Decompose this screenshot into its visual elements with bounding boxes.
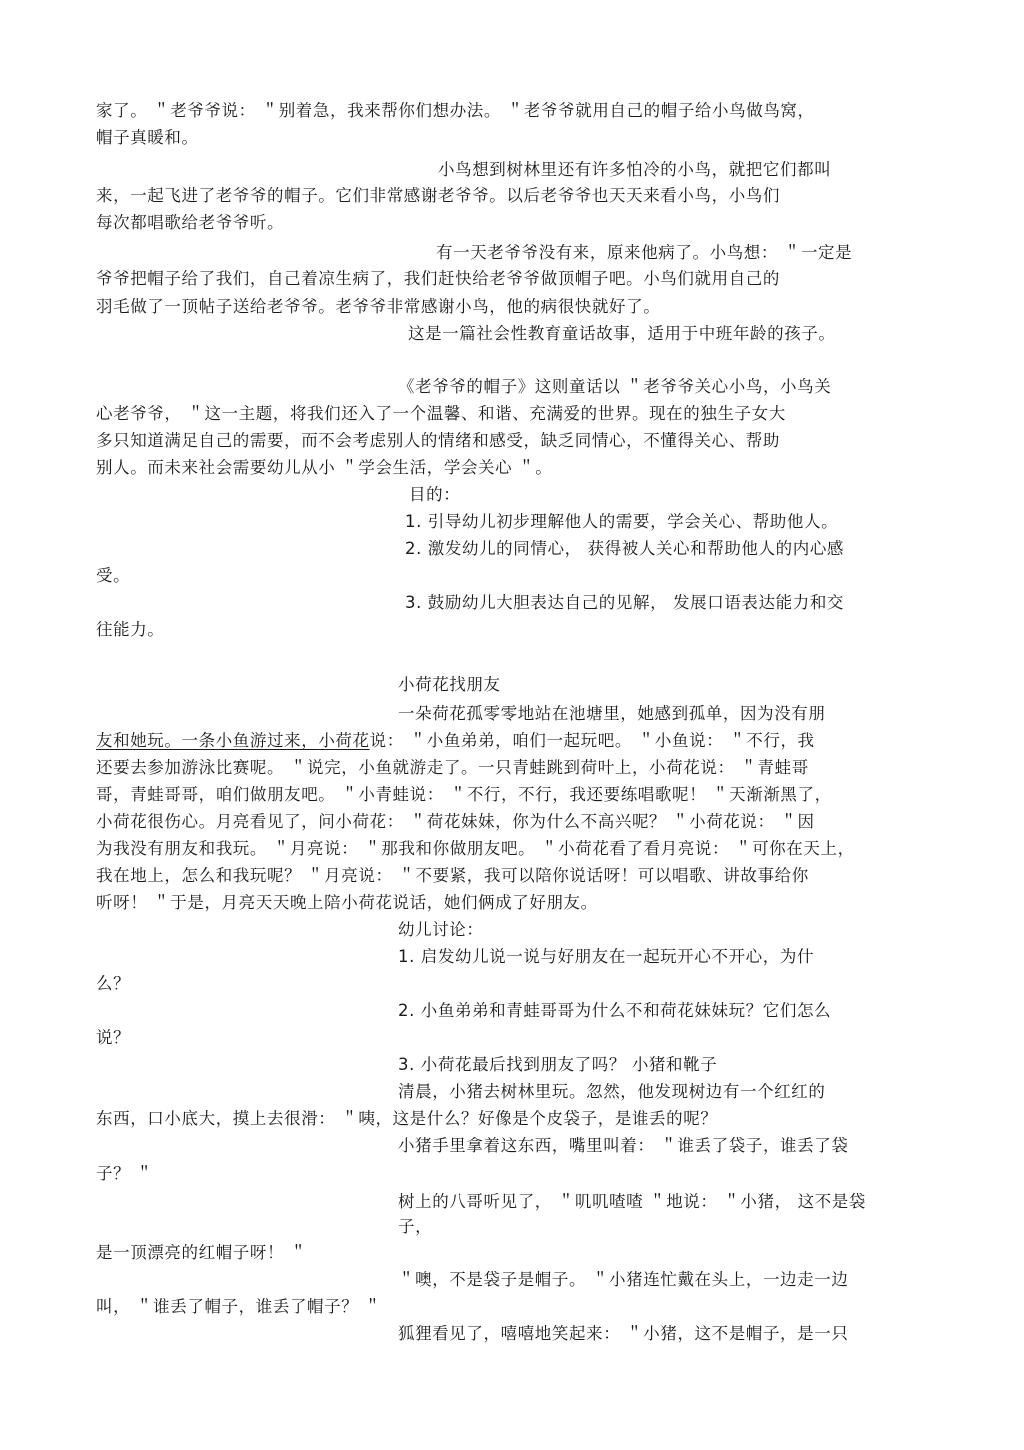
- underlined-phrase: 小荷花: [318, 731, 370, 750]
- text-line: 清晨，小猪去树林里玩。忽然，他发现树边有一个红红的: [398, 1082, 826, 1101]
- text-line: 心老爷爷， ＂这一主题，将我们还入了一个温馨、和谐、充满爱的世界。现在的独生子女大: [96, 404, 786, 423]
- text-line: 叫， ＂谁丢了帽子，谁丢了帽子？ ＂: [96, 1297, 382, 1316]
- text-line: 多只知道满足自己的需要，而不会考虑别人的情绪和感受，缺乏同情心，不懂得关心、帮助: [96, 431, 780, 450]
- story-title: 小荷花找朋友: [398, 675, 501, 694]
- text-line: 为我没有朋友和我玩。 ＂月亮说： ＂那我和你做朋友吧。 ＂小荷花看了看月亮说： ＂可你在天上，: [96, 839, 855, 858]
- text-line: 一朵荷花孤零零地站在池塘里，她感到孤单，因为没有朋: [398, 704, 826, 723]
- text-line: 有一天老爷爷没有来，原来他病了。小鸟想： ＂一定是: [436, 243, 853, 262]
- text-line: 羽毛做了一顶帖子送给老爷爷。老爷爷非常感谢小鸟，他的病很快就好了。: [96, 297, 661, 316]
- list-item: 3. 小荷花最后找到朋友了吗？ 小猪和靴子: [398, 1055, 718, 1074]
- text-line: 这是一篇社会性教育童话故事，适用于中班年龄的孩子。: [408, 324, 836, 343]
- text-line: 受。: [96, 566, 131, 585]
- text-line: 还要去参加游泳比赛呢。 ＂说完，小鱼就游走了。一只青蛙跳到荷叶上，小荷花说： ＂青蛙哥: [96, 758, 809, 777]
- underlined-phrase: 一条小鱼游过来，: [181, 731, 319, 750]
- text-line: 子，: [398, 1217, 433, 1236]
- text-line: 说？: [96, 1028, 131, 1047]
- text-line: 是一顶漂亮的红帽子呀！ ＂: [96, 1243, 308, 1262]
- text-line: 树上的八哥听见了， ＂叽叽喳喳 ＂地说： ＂小猪， 这不是袋: [398, 1192, 866, 1211]
- text-line: 子？ ＂: [96, 1164, 154, 1183]
- underlined-phrase: 友和她玩。: [96, 731, 182, 750]
- list-item: 2. 小鱼弟弟和青蛙哥哥为什么不和荷花妹妹玩？它们怎么: [398, 1001, 832, 1020]
- text-line: 《老爷爷的帽子》这则童话以 ＂老爷爷关心小鸟，小鸟关: [398, 377, 832, 396]
- list-item: 1. 启发幼儿说一说与好朋友在一起玩开心不开心，为什: [398, 947, 815, 966]
- text-line: 我在地上，怎么和我玩呢？ ＂月亮说： ＂不要紧，我可以陪你说话呀！可以唱歌、讲故事给你: [96, 866, 809, 885]
- text-line: 狐狸看见了，嘻嘻地笑起来： ＂小猪，这不是帽子，是一只: [398, 1324, 849, 1343]
- text-line: 哥，青蛙哥哥，咱们做朋友吧。 ＂小青蛙说： ＂不行，不行，我还要练唱歌呢！ ＂天渐渐黑了，: [96, 785, 832, 804]
- text-line: ＂噢，不是袋子是帽子。 ＂小猪连忙戴在头上，一边走一边: [398, 1270, 849, 1289]
- list-item: 1. 引导幼儿初步理解他人的需要，学会关心、帮助他人。: [405, 512, 839, 531]
- text-line: 东西，口小底大，摸上去很滑： ＂咦，这是什么？好像是个皮袋子，是谁丢的呢？: [96, 1109, 718, 1128]
- text-line-underlined: [96, 730, 815, 752]
- line-remainder: 说： ＂小鱼弟弟，咱们一起玩吧。 ＂小鱼说： ＂不行，我: [369, 731, 815, 750]
- text-line: 别人。而未来社会需要幼儿从小 ＂学会生活，学会关心 ＂。: [96, 458, 553, 477]
- text-line: 来，一起飞进了老爷爷的帽子。它们非常感谢老爷爷。以后老爷爷也天天来看小鸟，小鸟们: [96, 186, 780, 205]
- section-heading: 目的：: [409, 485, 461, 504]
- text-line: 小鸟想到树林里还有许多怕冷的小鸟，就把它们都叫: [438, 160, 832, 179]
- text-line: 帽子真暖和。: [96, 128, 199, 147]
- text-line: 听呀！ ＂于是，月亮天天晚上陪小荷花说话，她们俩成了好朋友。: [96, 893, 598, 912]
- list-item: 2. 激发幼儿的同情心， 获得被人关心和帮助他人的内心感: [405, 539, 845, 558]
- text-line: 每次都唱歌给老爷爷听。: [96, 213, 285, 232]
- text-line: 家了。 ＂老爷爷说： ＂别着急，我来帮你们想办法。 ＂老爷爷就用自己的帽子给小鸟做鸟窝，: [96, 101, 815, 120]
- text-line: 爷爷把帽子给了我们，自己着凉生病了，我们赶快给老爷爷做顶帽子吧。小鸟们就用自己的: [96, 269, 780, 288]
- text-line: 小猪手里拿着这东西，嘴里叫着： ＂谁丢了袋子，谁丢了袋: [398, 1136, 849, 1155]
- text-line: 小荷花很伤心。月亮看见了，问小荷花： ＂荷花妹妹，你为什么不高兴呢？ ＂小荷花说： ＂因: [96, 812, 815, 831]
- text-line: 么？: [96, 974, 131, 993]
- section-heading: 幼儿讨论：: [398, 920, 484, 939]
- list-item: 3. 鼓励幼儿大胆表达自己的见解， 发展口语表达能力和交: [405, 593, 845, 612]
- text-line: 往能力。: [96, 620, 165, 639]
